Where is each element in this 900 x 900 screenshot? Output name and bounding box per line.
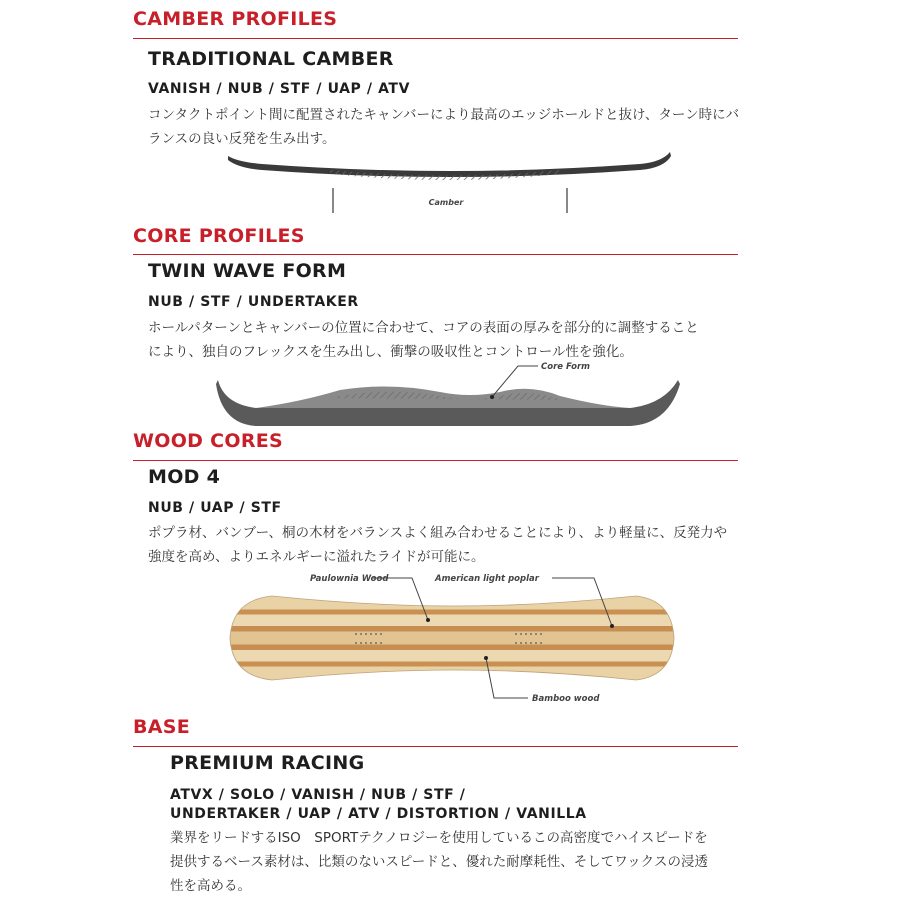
- paulownia-marker: [426, 618, 430, 622]
- wood-models: [148, 499, 282, 518]
- section-divider: [133, 460, 738, 461]
- core-title: TWIN WAVE FORM: [148, 260, 347, 282]
- section-divider: [133, 746, 738, 747]
- base-models-line: UNDERTAKER / UAP / ATV / DISTORTION / VANILLA: [170, 806, 587, 822]
- section-heading-camber: CAMBER PROFILES: [133, 8, 338, 30]
- base-description-line: 性を高める。: [170, 878, 251, 894]
- core-description: [148, 316, 699, 364]
- core-description-line: ホールパターンとキャンバーの位置に合わせて、コアの表面の厚みを部分的に調整すること: [148, 320, 699, 336]
- poplar-marker: [610, 624, 614, 628]
- wood-models-line: NUB / UAP / STF: [148, 500, 282, 516]
- camber-title: TRADITIONAL CAMBER: [148, 48, 394, 70]
- wood-core-board: [230, 596, 674, 680]
- core-models-line: NUB / STF / UNDERTAKER: [148, 294, 359, 310]
- base-models-line: ATVX / SOLO / VANISH / NUB / STF /: [170, 787, 466, 803]
- base-title: PREMIUM RACING: [170, 752, 365, 774]
- camber-description-line: コンタクトポイント間に配置されたキャンバーにより最高のエッジホールドと抜け、ターン時にバ: [148, 107, 740, 123]
- section-heading-base: BASE: [133, 716, 191, 738]
- base-description-line: 提供するベース素材は、比類のないスピードと、優れた耐摩耗性、そしてワックスの浸透: [170, 854, 708, 870]
- base-description-line: 業界をリードするISO SPORTテクノロジーを使用しているこの高密度でハイスピードを: [170, 830, 708, 846]
- base-models: [170, 786, 587, 824]
- bamboo-label: Bamboo wood: [532, 694, 600, 704]
- wood-title: MOD 4: [148, 466, 221, 488]
- section-heading-wood: WOOD CORES: [133, 430, 284, 452]
- camber-description-line: ランスの良い反発を生み出す。: [148, 131, 336, 147]
- core-description-line: により、独自のフレックスを生み出し、衝撃の吸収性とコントロール性を強化。: [148, 344, 633, 360]
- camber-models-line: VANISH / NUB / STF / UAP / ATV: [148, 81, 411, 97]
- bamboo-marker: [484, 656, 488, 660]
- core-form-label: Core Form: [541, 362, 591, 372]
- section-divider: [133, 254, 738, 255]
- wood-description-line: 強度を高め、よりエネルギーに溢れたライドが可能に。: [148, 549, 485, 565]
- camber-board-shape: [228, 152, 671, 177]
- base-description: [170, 826, 708, 898]
- camber-label: Camber: [428, 198, 464, 207]
- core-models: [148, 293, 359, 312]
- wood-description-line: ポプラ材、バンブー、桐の木材をバランスよく組み合わせることにより、より軽量に、反発力や: [148, 525, 728, 541]
- poplar-label: American light poplar: [435, 574, 539, 584]
- core-form-marker: [490, 395, 494, 399]
- paulownia-label: Paulownia Wood: [310, 574, 389, 584]
- wood-description: [148, 521, 727, 569]
- section-heading-core: CORE PROFILES: [133, 225, 305, 247]
